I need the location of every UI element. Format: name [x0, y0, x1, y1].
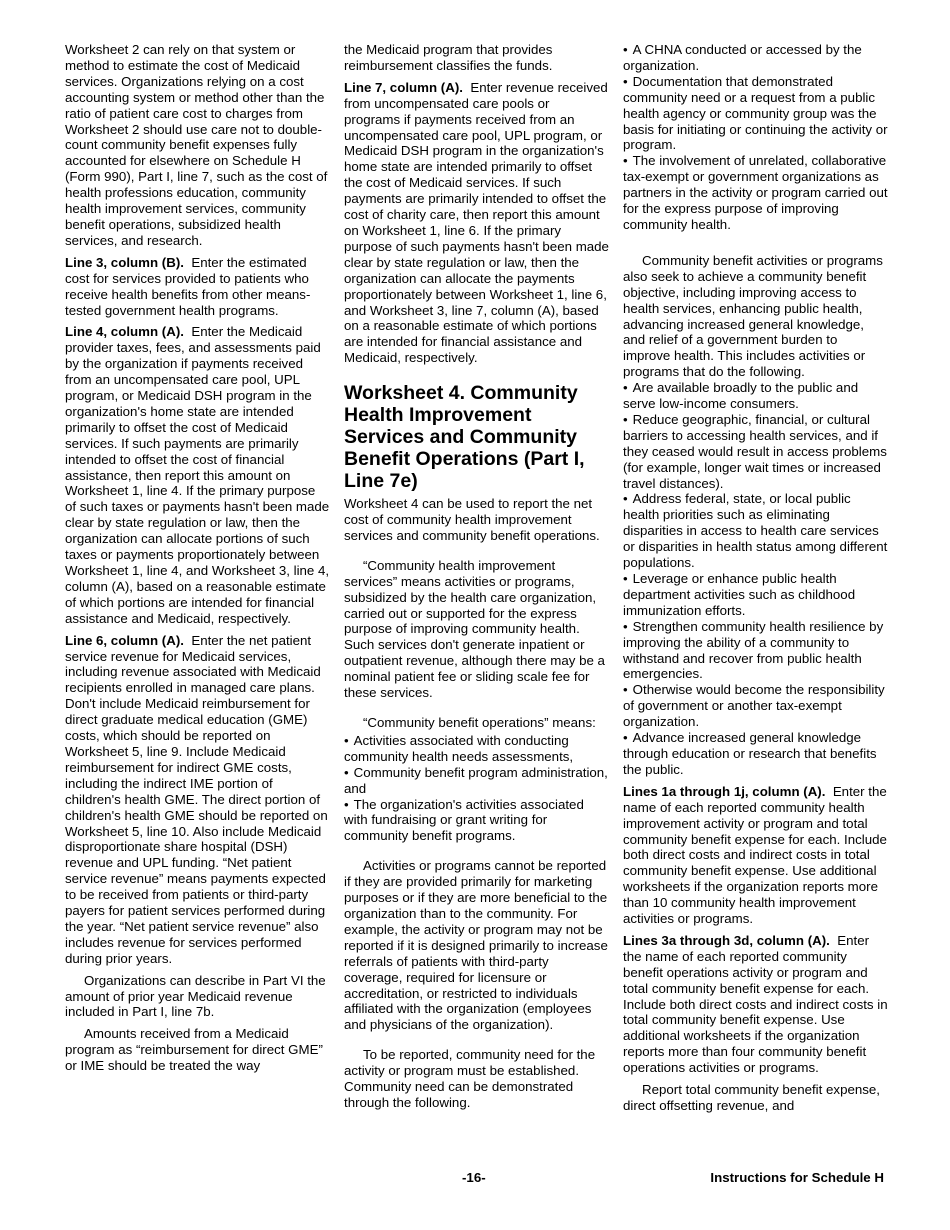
column-2 [344, 42, 609, 1117]
bullet-item: • Strengthen community health resilience by improving the ability of a community to withstand and recover from public health emergencies. [623, 619, 888, 683]
paragraph [623, 784, 888, 927]
paragraph: the Medicaid program that provides reimbursement classifies the funds. [344, 42, 553, 73]
column-1 [65, 42, 330, 1080]
paragraph: Worksheet 4 can be used to report the net cost of community health improvement services and community benefit operations. [344, 496, 600, 543]
paragraph: To be reported, community need for the activity or program must be established. Community need can be demonstrated through the following. [344, 1047, 596, 1110]
bullet-item: • A CHNA conducted or accessed by the organization. [623, 42, 888, 74]
paragraph-text: Enter the Medicaid provider taxes, fees, and assessments paid by the organization if payments received from an uncompensated care pool, UPL program, or Medicaid DSH program in the organization's home state are intended primarily to offset the cost of Medicaid services. If such payments are primarily intended to offset the cost of financial assistance, then report this amount on Worksheet 1, line 4. If the primary purpose of such taxes or payments hasn't been made clear by state regulation or law, then the organization can allocate portions of such taxes or payments proportionately between Worksheet 1, line 4, and Worksheet 3, line 4, column (A), based on a reasonable estimate of which portions are intended for financial assistance and Medicaid, respectively. [65, 324, 330, 626]
paragraph: Community benefit activities or programs also seek to achieve a community benefit objective, including improving access to health services, enhancing public health, advancing increased general knowledge, and relief of a government burden to improve health. This includes activities or programs that do the following. [623, 252, 883, 380]
bullet-item: • Otherwise would become the responsibility of government or another tax-exempt organization. [623, 682, 888, 730]
run-in-heading: Line 3, column (B). [65, 254, 184, 270]
paragraph: Worksheet 2 can rely on that system or method to estimate the cost of Medicaid services. Organizations relying on a cost accounting system or method other than the ratio of patient care cost to charges from Worksheet 2 should use care not to double-count community benefit expenses fully accounted for elsewhere on Schedule H (Form 990), Part I, line 7, such as the cost of health professions education, community health improvement services, community benefit operations, subsidized health services, and research. [65, 42, 328, 248]
bullet-item: • Documentation that demonstrated community need or a request from a public health agency or community group was the basis for initiating or continuing the activity or program. [623, 74, 888, 154]
page-number: -16- [462, 1170, 486, 1185]
bullet-item: • Reduce geographic, financial, or cultural barriers to accessing health services, and if they ceased would result in access problems (for example, longer wait times or increased travel distances). [623, 412, 888, 492]
bullet-item: • The organization's activities associated with fundraising or grant writing for community benefit programs. [344, 797, 609, 845]
bullet-item: • Leverage or enhance public health department activities such as childhood immunization efforts. [623, 571, 888, 619]
paragraph-text: Enter revenue received from uncompensated care pools or programs if payments received from an uncompensated care pool, UPL program, or Medicaid DSH program in the organization's home state are intended primarily to offset the cost of Medicaid services. If such payments are primarily intended to offset the cost of charity care, then report this amount on Worksheet 1, line 6. If the primary purpose of such payments hasn't been made clear by state regulation or law, then the organization can allocate the payments proportionately between Worksheet 1, line 6, and Worksheet 3, line 7, column (A), based on a reasonable estimate of which portions are intended for financial assistance and Medicaid, respectively. [344, 79, 609, 366]
run-in-heading: Lines 1a through 1j, column (A). [623, 783, 826, 799]
bullet-item: • Address federal, state, or local public health priorities such as eliminating disparities in access to health care services or disparities in health status among different populations. [623, 491, 888, 571]
bullet-item: • The involvement of unrelated, collaborative tax-exempt or government organizations as partners in the activity or program carried out for the express purpose of improving community health. [623, 153, 888, 233]
paragraph-text: Enter the net patient service revenue for Medicaid services, including revenue associated with Medicaid recipients enrolled in managed care plans. Don't include Medicaid reimbursement for direct graduate medical education (GME) costs, which should be reported on Worksheet 5, line 9. Include Medicaid reimbursement for indirect GME costs, including the indirect IME portion of children's health GME. The direct portion of children's health GME should be reported on Worksheet 5, line 10. Also include Medicaid disproportionate share hospital (DSH) revenue and UPL funding. “Net patient service revenue” means payments expected to be received from patients or third-party payers for patient services performed during the year. “Net patient service revenue” also includes revenue for services performed during prior years. [65, 632, 328, 966]
paragraph-text: Enter the name of each reported community benefit operations activity or program and total community benefit expense for each. Include both direct costs and indirect costs in total community benefit expense. Use additional worksheets if the organization reports more than four community benefit operations activities or programs. [623, 932, 888, 1076]
paragraph: Organizations can describe in Part VI the amount of prior year Medicaid revenue included in Part I, line 7b. [65, 972, 326, 1020]
paragraph-text: Enter the estimated cost for services provided to patients who receive health benefits from other means-tested government health programs. [65, 254, 311, 318]
paragraph-text: Enter the name of each reported community health improvement activity or program and total community benefit expense for each. Include both direct costs and indirect costs in total community benefit expense. Use additional worksheets if the organization reports more than 10 community health improvement activities or programs. [623, 783, 887, 927]
paragraph [344, 80, 609, 366]
run-in-heading: Line 6, column (A). [65, 632, 184, 648]
paragraph [65, 324, 330, 626]
paragraph [623, 933, 888, 1076]
paragraph: Report total community benefit expense, direct offsetting revenue, and [623, 1082, 880, 1113]
paragraph: “Community health improvement services” means activities or programs, subsidized by the health care organization, carried out or supported for the express purpose of improving community health. Such services don't generate inpatient or outpatient revenue, although there may be a nominal patient fee or sliding scale fee for these services. [344, 557, 605, 701]
run-in-heading: Line 4, column (A). [65, 324, 184, 340]
bullet-item: • Activities associated with conducting community health needs assessments, [344, 733, 609, 765]
section-heading: Worksheet 4. Community Health Improvement Services and Community Benefit Operations (Part I, Line 7e) [344, 382, 585, 493]
paragraph: “Community benefit operations” means: [363, 715, 596, 730]
column-3 [623, 42, 888, 1120]
paragraph: Amounts received from a Medicaid program as “reimbursement for direct GME” or IME should be treated the way [65, 1026, 323, 1074]
paragraph [65, 255, 330, 319]
bullet-item: • Are available broadly to the public and serve low-income consumers. [623, 380, 888, 412]
bullet-item: • Advance increased general knowledge through education or research that benefits the public. [623, 730, 888, 778]
paragraph: Activities or programs cannot be reported if they are provided primarily for marketing purposes or if they are more beneficial to the organization than to the community. For example, the activity or program may not be reported if it is designed primarily to increase referrals of patients with third-party coverage, required for licensure or accreditation, or restricted to individuals affiliated with the organization (employees and physicians of the organization). [344, 858, 608, 1033]
bullet-item: • Community benefit program administration, and [344, 765, 609, 797]
paragraph [65, 633, 330, 967]
run-in-heading: Lines 3a through 3d, column (A). [623, 932, 830, 948]
footer-title: Instructions for Schedule H [710, 1170, 884, 1185]
run-in-heading: Line 7, column (A). [344, 79, 463, 95]
